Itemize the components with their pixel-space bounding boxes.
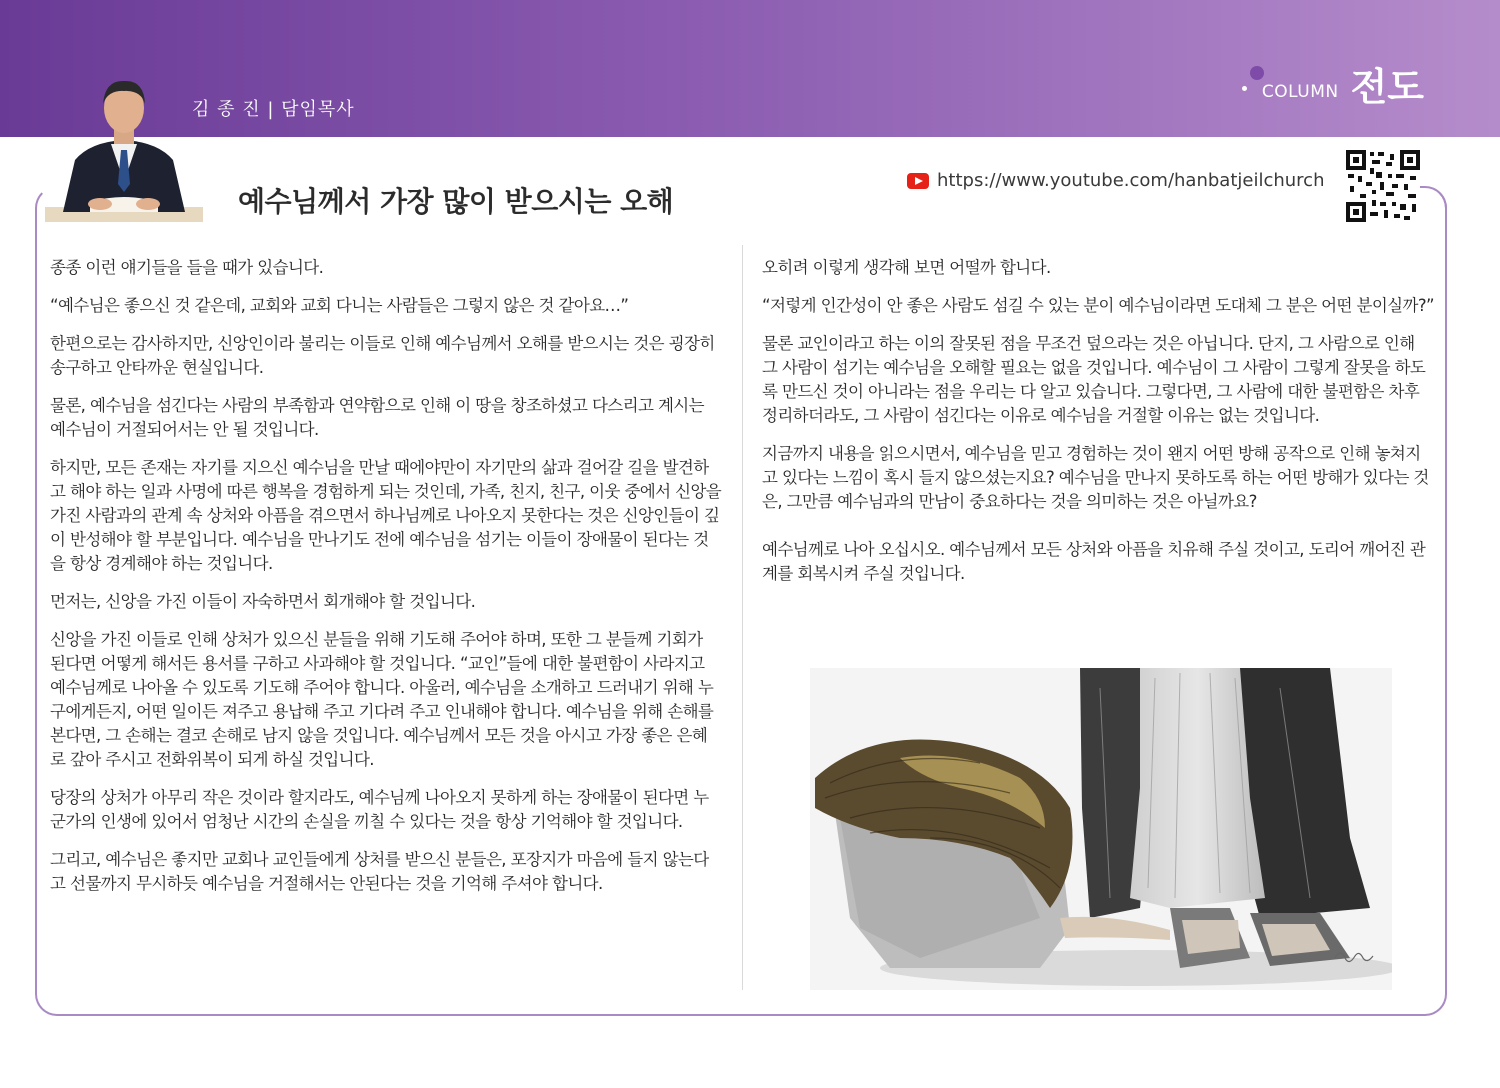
paragraph: “예수님은 좋으신 것 같은데, 교회와 교회 다니는 사람들은 그렇지 않은 것 같아요…” <box>50 296 629 315</box>
paragraph: 종종 이런 얘기들을 들을 때가 있습니다. <box>50 258 324 277</box>
paragraph: 그리고, 예수님은 좋지만 교회나 교인들에게 상처를 받으신 분들은, 포장지가 마음에 들지 않는다고 선물까지 무시하듯 예수님을 거절해서는 안된다는 것을 기억해 주셔야 합니다. <box>50 850 709 893</box>
column-label: COLUMN <box>1261 82 1339 102</box>
paragraph: 하지만, 모든 존재는 자기를 지으신 예수님을 만날 때에야만이 자기만의 삶과 걸어갈 길을 발견하고 해야 하는 일과 사명에 따른 행복을 경험하게 되는 것인데, 가족, 친지, 친구, 이웃 중에서 신앙을 가진 사람과의 관계 속 상처와 아픔을 겪으면서 하나님께로 나아오지 못한다는 것은 신앙인들이 깊이 반성해야 할 부분입니다. 예수님을 만나기도 전에 예수님을 섬기는 이들이 장애물이 된다는 것을 항상 경계해야 하는 것입니다. <box>50 458 722 573</box>
paragraph: 오히려 이렇게 생각해 보면 어떨까 합니다. <box>762 258 1051 277</box>
article-title: 예수님께서 가장 많이 받으시는 오해 <box>238 185 674 218</box>
paragraph: 예수님께로 나아 오십시오. 예수님께서 모든 상처와 아픔을 치유해 주실 것이고, 도리어 깨어진 관계를 회복시켜 주실 것입니다. <box>762 540 1426 583</box>
author-name: 김 종 진 | 담임목사 <box>192 99 355 120</box>
column-category: 전도 <box>1350 65 1424 109</box>
paragraph: “저렇게 인간성이 안 좋은 사람도 섬길 수 있는 분이 예수님이라면 도대체 그 분은 어떤 분이실까?” <box>762 296 1434 315</box>
paragraph: 신앙을 가진 이들로 인해 상처가 있으신 분들을 위해 기도해 주어야 하며, 또한 그 분들께 기회가 된다면 어떻게 해서든 용서를 구하고 사과해야 할 것입니다. “교인”들에 대한 불편함이 사라지고 예수님께로 나아올 수 있도록 기도해 주어야 합니다. 아울러, 예수님을 소개하고 드러내기 위해 누구에게든지, 어떤 일이든 져주고 용납해 주고 기다려 주고 인내해야 합니다. 예수님을 위해 손해를 본다면, 그 손해는 결코 손해로 남지 않을 것입니다. 예수님께서 모든 것을 아시고 가장 좋은 은혜로 갚아 주시고 전화위복이 되게 하실 것입니다. <box>50 630 714 769</box>
column-divider <box>742 245 743 990</box>
decorative-dot <box>1250 66 1264 80</box>
paragraph: 먼저는, 신앙을 가진 이들이 자숙하면서 회개해야 할 것입니다. <box>50 592 476 611</box>
left-column <box>50 256 722 910</box>
column-tag <box>1261 65 1424 109</box>
decorative-dot <box>1242 86 1247 91</box>
right-column <box>762 256 1434 600</box>
paragraph: 물론, 예수님을 섬긴다는 사람의 부족함과 연약함으로 인해 이 땅을 창조하셨고 다스리고 계시는 예수님이 거절되어서는 안 될 것입니다. <box>50 396 704 439</box>
frame-corner <box>1420 186 1447 210</box>
paragraph: 당장의 상처가 아무리 작은 것이라 할지라도, 예수님께 나아오지 못하게 하는 장애물이 된다면 누군가의 인생에 있어서 엄청난 시간의 손실을 끼칠 수 있다는 것을 항상 기억해야 할 것입니다. <box>50 788 709 831</box>
paragraph: 한편으로는 감사하지만, 신앙인이라 불리는 이들로 인해 예수님께서 오해를 받으시는 것은 굉장히 송구하고 안타까운 현실입니다. <box>50 334 715 377</box>
illustration <box>810 668 1392 990</box>
paragraph: 물론 교인이라고 하는 이의 잘못된 점을 무조건 덮으라는 것은 아닙니다. 단지, 그 사람으로 인해 그 사람이 섬기는 예수님을 오해할 필요는 없을 것입니다. 예수님이 그 사람이 그렇게 잘못을 하도록 만드신 것이 아니라는 점을 우리는 다 알고 있습니다. 그렇다면, 그 사람에 대한 불편함은 차후 정리하더라도, 그 사람이 섬긴다는 이유로 예수님을 거절할 이유는 없는 것입니다. <box>762 334 1426 425</box>
paragraph: 지금까지 내용을 읽으시면서, 예수님을 믿고 경험하는 것이 왠지 어떤 방해 공작으로 인해 놓쳐지고 있다는 느낌이 혹시 들지 않으셨는지요? 예수님을 만나지 못하도록 하는 어떤 방해가 있다는 것은, 그만큼 예수님과의 만남이 중요하다는 것을 의미하는 것은 아닐까요? <box>762 444 1429 511</box>
youtube-url[interactable]: https://www.youtube.com/hanbatjeilchurch <box>937 170 1325 191</box>
